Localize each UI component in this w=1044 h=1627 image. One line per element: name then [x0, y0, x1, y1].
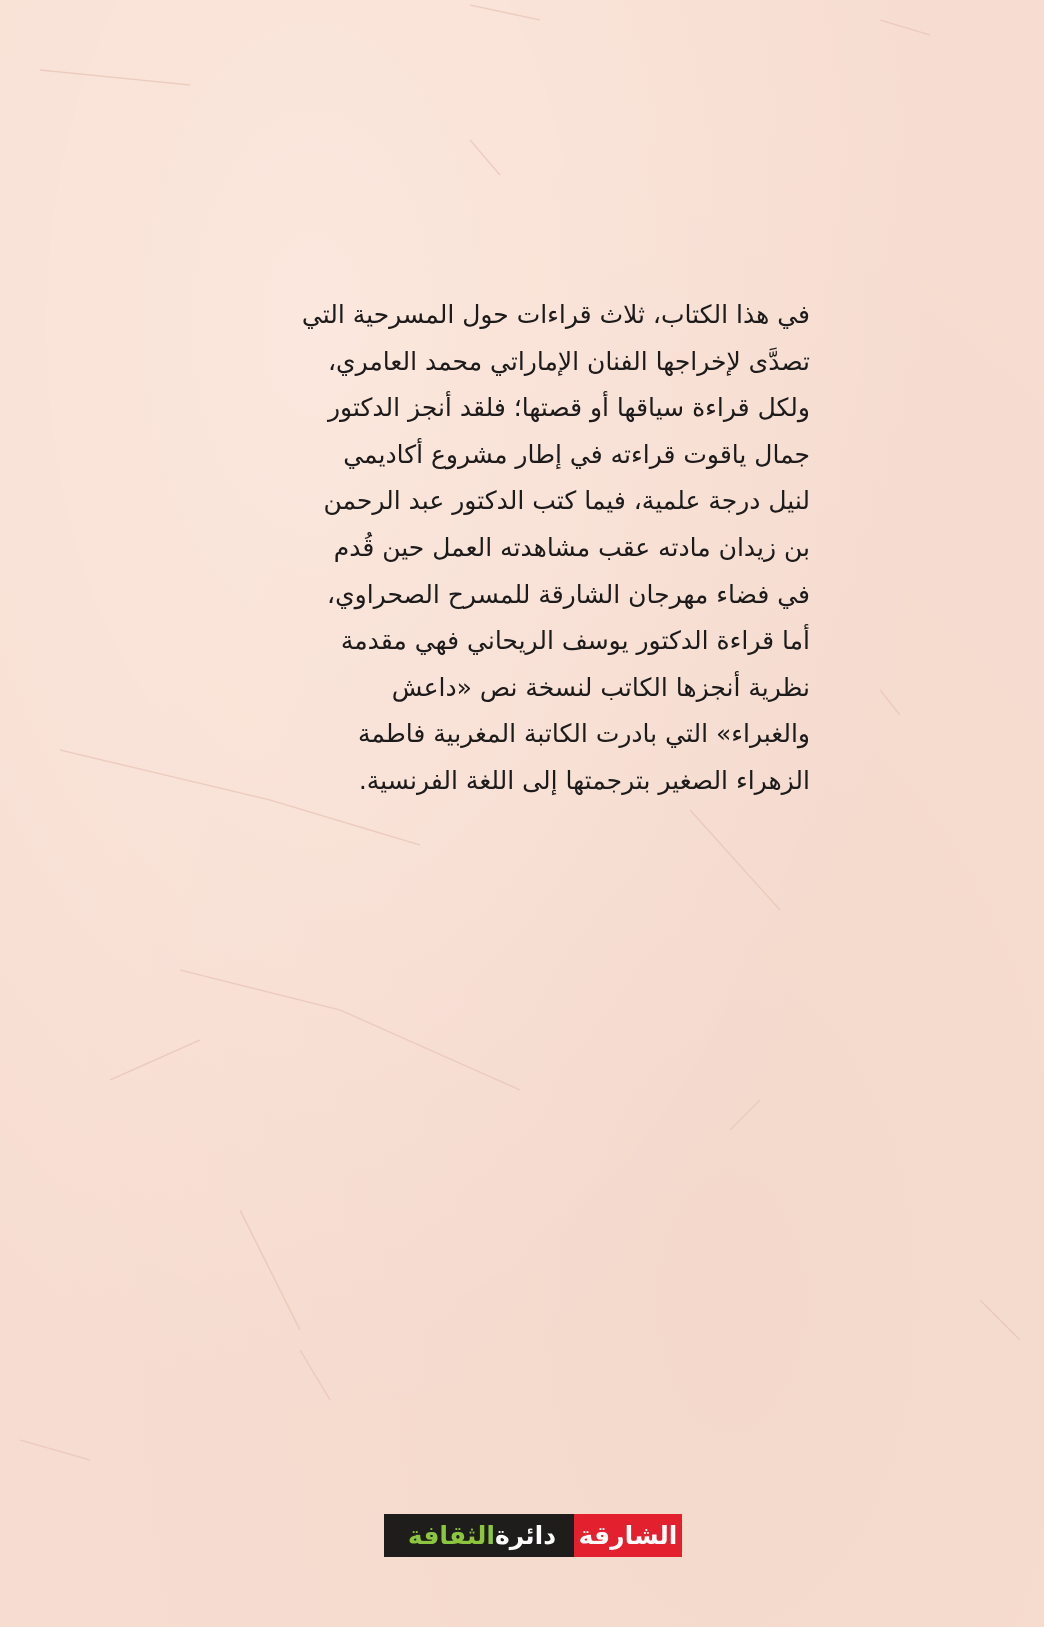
blurb-line: لنيل درجة علمية، فيما كتب الدكتور عبد الرحمن	[323, 486, 810, 516]
blurb-line: الزهراء الصغير بترجمتها إلى اللغة الفرنسية.	[358, 765, 810, 795]
blurb-line: أما قراءة الدكتور يوسف الريحاني فهي مقدمة	[340, 626, 810, 656]
logo-dark-panel	[384, 1514, 574, 1557]
blurb-line: نظرية أنجزها الكاتب لنسخة نص «داعش	[391, 672, 810, 702]
blurb-line: والغبراء» التي بادرت الكاتبة المغربية فاطمة	[357, 719, 810, 749]
publisher-logo	[384, 1514, 682, 1557]
blurb-line: في هذا الكتاب، ثلاث قراءات حول المسرحية التي	[301, 300, 810, 329]
logo-red-panel	[574, 1514, 682, 1557]
blurb-line: جمال ياقوت قراءته في إطار مشروع أكاديمي	[343, 439, 810, 469]
blurb-line: تصدَّى لإخراجها الفنان الإماراتي محمد العامري،	[327, 346, 810, 376]
back-cover-blurb	[262, 292, 810, 805]
blurb-line: بن زيدان مادته عقب مشاهدته العمل حين قُدم	[333, 532, 810, 562]
logo-word-culture: الثقافة	[407, 1521, 495, 1550]
blurb-line: في فضاء مهرجان الشارقة للمسرح الصحراوي،	[327, 579, 810, 609]
blurb-line: ولكل قراءة سياقها أو قصتها؛ فلقد أنجز الدكتور	[327, 393, 810, 423]
logo-word-department: دائرة	[494, 1521, 557, 1550]
logo-word-sharjah: الشارقة	[578, 1521, 678, 1550]
